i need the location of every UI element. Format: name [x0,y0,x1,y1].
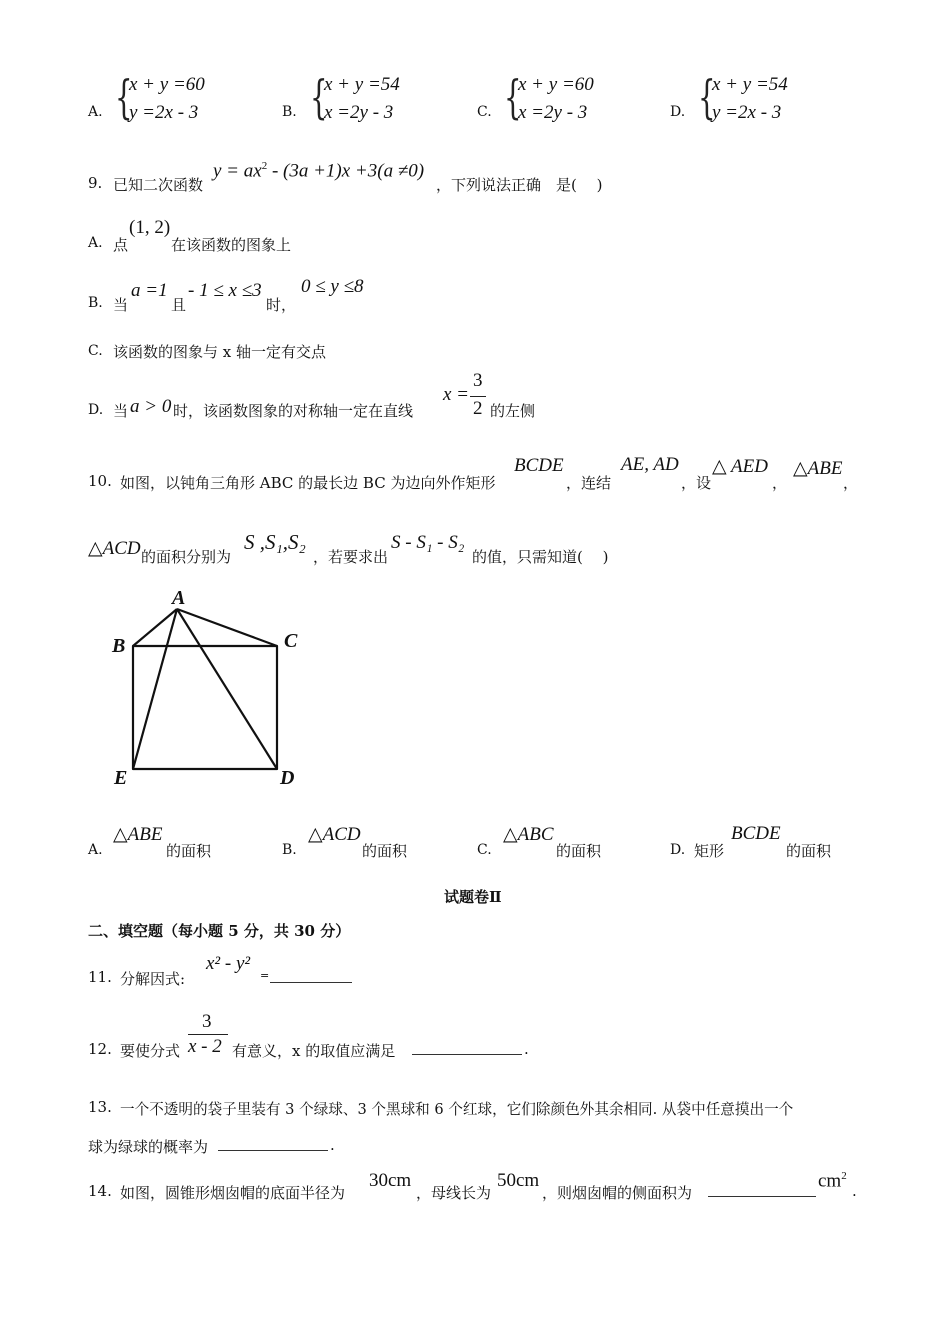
q9-opt-d-text-c: 的左侧 [490,402,536,420]
section-title: 试题卷Ⅱ [444,888,502,906]
q12-tail: . [524,1040,529,1058]
q14-unit-base: cm [818,1170,842,1192]
q8-option-a-label: A. [88,104,103,120]
q10-line1-a: 如图，以钝角三角形 ABC 的最长边 BC 为边向外作矩形 [120,474,496,492]
q10-opt-d-label: D. [670,842,686,858]
brace-icon: { [115,70,133,124]
q10-opt-c-math: △ABC [503,824,554,845]
q9-opt-d-text-a: 当 [113,402,129,420]
q8-option-b-system [310,70,430,134]
q14-unit-sup: 2 [841,1170,847,1182]
q9-opt-b-time: 时， [266,296,297,314]
q9-opt-d-label: D. [88,402,104,418]
q10-line1-c: ，设 [681,474,712,492]
segment-ab [133,609,177,646]
q14-slant: 50cm [497,1170,540,1191]
q9-formula-sup: 2 [261,160,268,172]
q9-opt-c-text: 该函数的图象与 x 轴一定有交点 [113,343,326,361]
q9-formula-base: y = ax [213,160,262,182]
q9-opt-d-x: x = [443,384,470,405]
vertex-d-label: D [280,767,295,789]
fraction-bar [470,396,486,397]
q10-opt-c-post: 的面积 [556,842,602,860]
q11-expr: x² - y² [206,953,251,974]
q9-number: 9. [88,174,103,192]
q9-opt-d-den: 2 [473,398,483,419]
q9-opt-d-num: 3 [473,370,483,391]
q9-opt-c-label: C. [88,343,103,359]
segment-ad [177,609,277,769]
q10-opt-d-post: 的面积 [786,842,832,860]
q14-text-b: ，母线长为 [416,1184,492,1202]
q8-b-eq1: x + y =54 [324,74,400,95]
q14-radius: 30cm [369,1170,412,1191]
part2-title: 二、填空题（每小题 5 分，共 30 分） [88,922,351,940]
q9-opt-d-text-b: 时，该函数图象的对称轴一定在直线 [173,402,414,420]
q10-opt-a-post: 的面积 [166,842,212,860]
q8-option-d-system [698,70,818,134]
q10-segs: AE, AD [621,454,679,475]
q13-number: 13. [88,1098,112,1116]
q8-option-a-system [115,70,235,134]
rectangle-bcde [133,646,277,769]
fraction-bar [188,1034,228,1035]
q11-number: 11. [88,968,112,986]
vertex-b-label: B [112,635,126,657]
q12-number: 12. [88,1040,112,1058]
vertex-c-label: C [284,630,298,652]
q8-c-eq1: x + y =60 [518,74,594,95]
q10-line1-b: ，连结 [566,474,612,492]
q13-answer-blank[interactable] [218,1136,328,1151]
q14-tail: . [852,1182,857,1200]
q10-opt-c-label: C. [477,842,492,858]
q9-opt-a-label: A. [88,235,103,251]
q13-tail: . [330,1136,335,1154]
q12-text-a: 要使分式 [120,1042,181,1060]
q12-numerator: 3 [202,1011,212,1032]
q9-opt-b-text-a: 当 [113,296,129,314]
q8-a-eq1: x + y =60 [129,74,205,95]
q8-option-b-label: B. [282,104,297,120]
q10-opt-b-label: B. [282,842,297,858]
q10-tri-abe: △ABE [793,458,843,479]
q9-opt-a-text-b: 在该函数的图象上 [171,236,292,254]
segment-ac [177,609,277,646]
q9-opt-a-point: (1, 2) [129,217,171,238]
q8-b-eq2: x =2y - 3 [324,102,394,123]
q9-stem-a: 已知二次函数 [113,176,204,194]
brace-icon: { [310,70,328,124]
brace-icon: { [504,70,522,124]
q8-a-eq2: y =2x - 3 [129,102,199,123]
q10-tri-aed: △ AED [712,456,768,477]
q9-formula-rest: - (3a +1)x +3(a ≠0) [267,160,425,182]
q14-answer-blank[interactable] [708,1182,816,1197]
q10-comma-1: ， [772,474,788,492]
q13-line2: 球为绿球的概率为 [88,1138,209,1156]
q10-opt-d-pre: 矩形 [694,842,725,860]
q10-opt-a-label: A. [88,842,103,858]
q10-line2-c: 的值，只需知道( ) [472,548,609,566]
q10-comma-2: ， [843,474,859,492]
q10-areas: S ,S₁,S₂ [244,530,306,554]
q9-opt-a-text-a: 点 [113,236,129,254]
q9-stem-b: ，下列说法正确 是( ) [436,176,603,194]
brace-icon: { [698,70,716,124]
q8-d-eq1: x + y =54 [712,74,788,95]
q10-number: 10. [88,472,112,490]
q11-answer-blank[interactable] [270,968,352,983]
q10-expr: S - S₁ - S₂ [391,532,465,553]
q14-number: 14. [88,1182,112,1200]
q9-formula [213,160,424,182]
q14-text-c: ，则烟囱帽的侧面积为 [542,1184,693,1202]
segment-ae [133,609,177,769]
q10-opt-a-math: △ABE [113,824,163,845]
q9-opt-b-and: 且 [171,296,187,314]
q10-tri-acd: △ACD [88,538,141,559]
q12-text-b: 有意义，x 的取值应满足 [232,1042,396,1060]
q10-opt-d-math: BCDE [731,823,781,844]
q9-opt-b-cond1: a =1 [131,280,168,301]
q8-option-c-system [504,70,624,134]
q11-text: 分解因式: [120,970,186,988]
q9-opt-b-result: 0 ≤ y ≤8 [301,276,364,297]
q10-line2-b: ，若要求出 [313,548,389,566]
q10-opt-b-math: △ACD [308,824,361,845]
q12-denominator: x - 2 [188,1036,222,1057]
q11-eq: = [260,969,270,982]
q9-opt-b-cond2: - 1 ≤ x ≤3 [188,280,262,301]
q10-figure [100,580,340,800]
q14-text-a: 如图，圆锥形烟囱帽的底面半径为 [120,1184,346,1202]
q10-line2-a: 的面积分别为 [141,548,232,566]
q8-option-c-label: C. [477,104,492,120]
q12-answer-blank[interactable] [412,1040,522,1055]
vertex-a-label: A [172,587,186,609]
vertex-e-label: E [114,767,128,789]
q9-opt-b-label: B. [88,295,103,311]
q14-unit [818,1170,847,1192]
q9-opt-d-cond: a > 0 [130,396,172,417]
q8-c-eq2: x =2y - 3 [518,102,588,123]
q8-option-d-label: D. [670,104,686,120]
q10-rect: BCDE [514,455,564,476]
q10-opt-b-post: 的面积 [362,842,408,860]
q13-line1: 一个不透明的袋子里装有 3 个绿球、3 个黑球和 6 个红球，它们除颜色外其余相同. 从袋中任意摸出一个 [120,1101,794,1118]
q8-d-eq2: y =2x - 3 [712,102,782,123]
